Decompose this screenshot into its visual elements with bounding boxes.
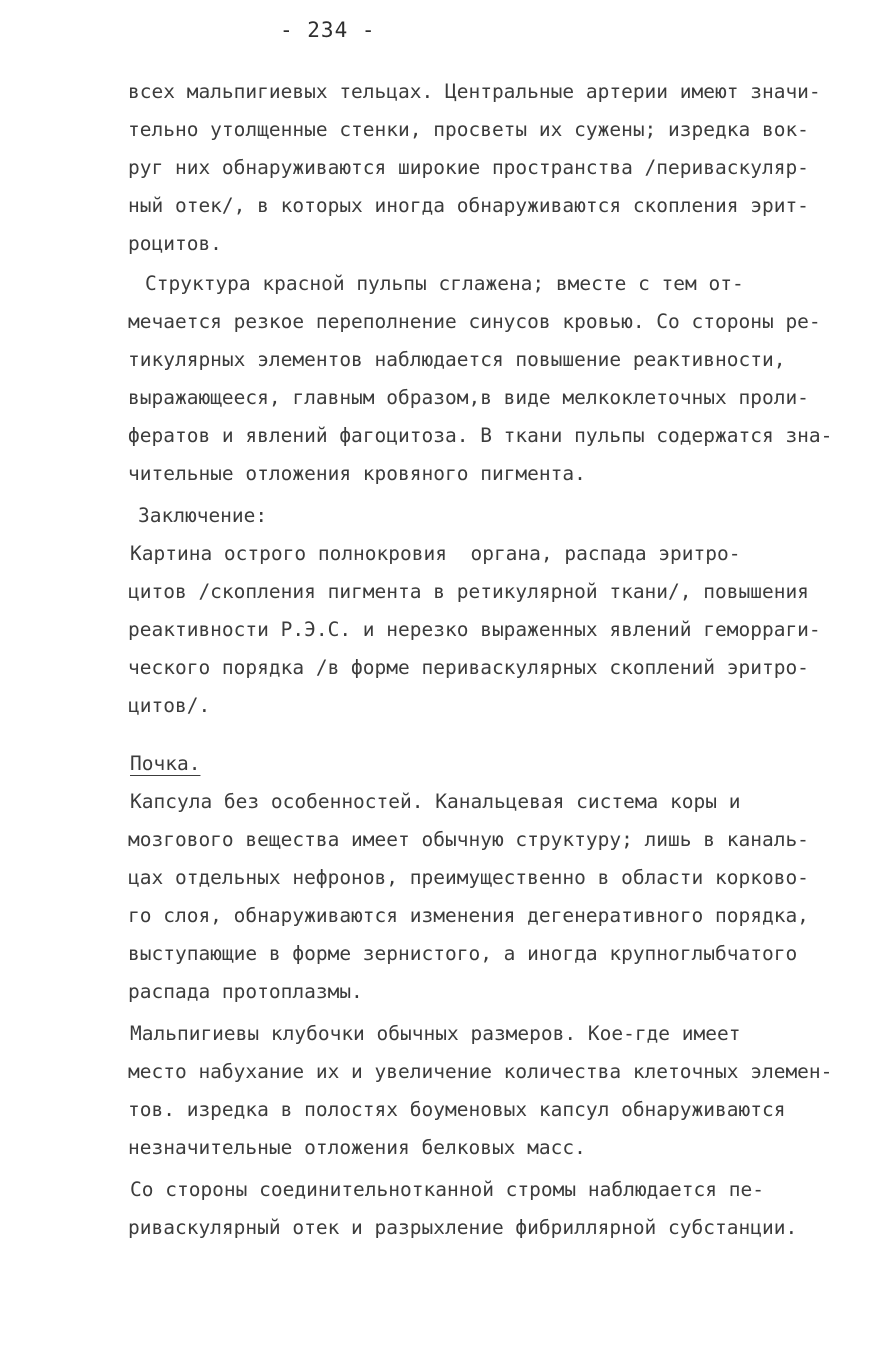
text-line: незначительные отложения белковых масс. <box>128 1136 586 1159</box>
text-line: место набухание их и увеличение количества клеточных элемен- <box>128 1060 833 1083</box>
page-number: - 234 - <box>280 18 376 42</box>
text-line: тикулярных элементов наблюдается повышение реактивности, <box>128 348 786 371</box>
text-line: ный отек/, в которых иногда обнаруживаются скопления эрит- <box>128 194 809 217</box>
text-line: Капсула без особенностей. Канальцевая система коры и <box>130 790 741 813</box>
text-line: выражающееся, главным образом,в виде мелкоклеточных проли- <box>128 386 809 409</box>
text-line: цах отдельных нефронов, преимущественно в области корково- <box>128 866 809 889</box>
text-line: риваскулярный отек и разрыхление фибриллярной субстанции. <box>128 1216 798 1239</box>
text-line: тельно утолщенные стенки, просветы их сужены; изредка вок- <box>128 118 809 141</box>
text-line: руг них обнаруживаются широкие пространства /периваскуляр- <box>128 156 809 179</box>
text-line: ческого порядка /в форме периваскулярных скоплений эритро- <box>128 656 809 679</box>
text-line: мечается резкое переполнение синусов кровью. Со стороны ре- <box>128 310 821 333</box>
text-line: тов. изредка в полостях боуменовых капсул обнаруживаются <box>128 1098 786 1121</box>
text-line: го слоя, обнаруживаются изменения дегенеративного порядка, <box>128 904 809 927</box>
text-line: Мальпигиевы клубочки обычных размеров. Кое-где имеет <box>130 1022 741 1045</box>
text-line: распада протоплазмы. <box>128 980 363 1003</box>
section-heading-kidney: Почка. <box>130 752 201 775</box>
text-line: цитов/. <box>128 694 211 717</box>
text-line: роцитов. <box>128 232 222 255</box>
text-line: Со стороны соединительнотканной стромы наблюдается пе- <box>130 1178 764 1201</box>
text-line: всех мальпигиевых тельцах. Центральные артерии имеют значи- <box>128 80 821 103</box>
conclusion-heading: Заключение: <box>138 504 268 527</box>
text-line: мозгового вещества имеет обычную структуру; лишь в каналь- <box>128 828 809 851</box>
text-line: реактивности Р.Э.С. и нерезко выраженных явлений геморраги- <box>128 618 821 641</box>
text-line: Структура красной пульпы сглажена; вместе с тем от- <box>145 272 744 295</box>
text-line: выступающие в форме зернистого, а иногда крупноглыбчатого <box>128 942 798 965</box>
text-line: цитов /скопления пигмента в ретикулярной ткани/, повышения <box>128 580 809 603</box>
text-line: чительные отложения кровяного пигмента. <box>128 462 586 485</box>
text-line: фератов и явлений фагоцитоза. В ткани пульпы содержатся зна- <box>128 424 833 447</box>
text-line: Картина острого полнокровия органа, распада эритро- <box>130 542 741 565</box>
